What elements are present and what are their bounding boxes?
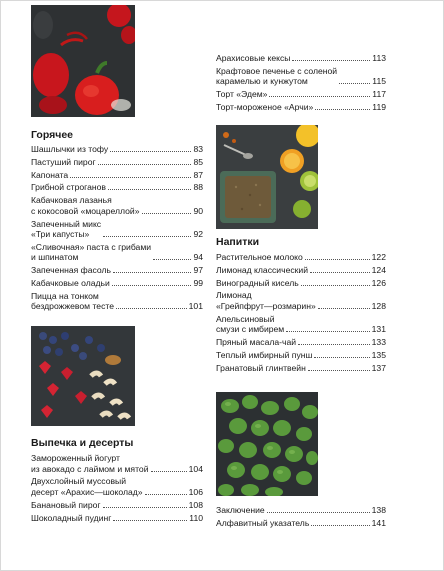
toc-entry[interactable] bbox=[216, 252, 386, 263]
dot-leader bbox=[151, 471, 187, 472]
section-title-drinks: Напитки bbox=[216, 236, 260, 248]
dot-leader bbox=[308, 370, 370, 371]
toc-entry[interactable] bbox=[31, 291, 203, 312]
berries-and-nuts-photo bbox=[31, 326, 135, 426]
dot-leader bbox=[311, 525, 369, 526]
dot-leader bbox=[103, 507, 187, 508]
toc-entry[interactable] bbox=[31, 453, 203, 474]
toc-entry-title: Пряный масала-чай bbox=[216, 337, 297, 348]
toc-entry-title: Запеченный микс «Три капусты» bbox=[31, 218, 102, 240]
toc-entry[interactable] bbox=[31, 170, 203, 181]
toc-desserts-continued bbox=[216, 53, 386, 115]
toc-entry[interactable] bbox=[216, 102, 386, 113]
toc-entry-page: 126 bbox=[371, 277, 386, 288]
toc-entry[interactable] bbox=[31, 195, 203, 216]
toc-entry-page: 108 bbox=[188, 499, 203, 510]
toc-entry-page: 85 bbox=[193, 156, 203, 167]
toc-entry-page: 101 bbox=[188, 301, 203, 312]
dot-leader bbox=[112, 285, 192, 286]
toc-baking bbox=[31, 453, 203, 525]
toc-entry[interactable] bbox=[31, 476, 203, 497]
toc-entry-title: Заключение bbox=[216, 505, 265, 515]
dot-leader bbox=[113, 272, 191, 273]
toc-entry-title: Гранатовый глинтвейн bbox=[216, 362, 306, 373]
dot-leader bbox=[310, 272, 370, 273]
toc-entry-title: Кабачковые оладьи bbox=[31, 278, 110, 289]
toc-entry[interactable] bbox=[216, 290, 386, 311]
toc-entry-title: Замороженный йогурт из авокадо с лаймом и мятой bbox=[31, 453, 149, 474]
dot-leader bbox=[305, 259, 370, 260]
dot-leader bbox=[267, 512, 370, 513]
dot-leader bbox=[103, 236, 191, 237]
toc-entry-title: Крафтовое печенье с соленой карамелью и кунжутом bbox=[216, 65, 338, 87]
toc-entry-page: 94 bbox=[193, 252, 203, 263]
toc-entry-title: Лимонад классический bbox=[216, 264, 309, 275]
toc-entry-page: 113 bbox=[372, 53, 386, 63]
toc-entry-title: Арахисовые кексы bbox=[216, 53, 291, 63]
toc-entry-page: 133 bbox=[371, 337, 386, 348]
toc-entry[interactable] bbox=[31, 219, 203, 240]
toc-entry-title: Лимонад «Грейпфрут—розмарин» bbox=[216, 290, 316, 311]
toc-entry-page: 117 bbox=[372, 89, 386, 100]
toc-entry-title: Двухслойный муссовый десерт «Арахис—шоколад» bbox=[31, 476, 143, 497]
toc-entry[interactable] bbox=[216, 265, 386, 276]
toc-entry-page: 131 bbox=[371, 324, 386, 335]
toc-entry-page: 104 bbox=[188, 463, 203, 474]
dot-leader bbox=[145, 494, 187, 495]
toc-drinks bbox=[216, 252, 386, 375]
dot-leader bbox=[315, 109, 370, 110]
toc-entry-title: Шашлычки из тофу bbox=[31, 144, 109, 154]
toc-entry-title: Торт-мороженое «Арчи» bbox=[216, 101, 314, 112]
toc-entry-page: 110 bbox=[189, 512, 203, 523]
toc-entry[interactable] bbox=[31, 144, 203, 155]
toc-entry[interactable] bbox=[31, 500, 203, 511]
toc-entry-page: 119 bbox=[372, 101, 386, 112]
toc-entry[interactable] bbox=[216, 337, 386, 348]
dot-leader bbox=[314, 357, 369, 358]
toc-entry-page: 88 bbox=[193, 182, 203, 193]
toc-entry-title: Банановый пирог bbox=[31, 499, 101, 510]
dot-leader bbox=[339, 83, 370, 84]
toc-entry[interactable] bbox=[216, 278, 386, 289]
toc-entry[interactable] bbox=[31, 278, 203, 289]
toc-entry-page: 128 bbox=[371, 300, 386, 311]
toc-entry-page: 90 bbox=[193, 205, 203, 216]
dot-leader bbox=[113, 520, 187, 521]
dot-leader bbox=[110, 151, 191, 152]
toc-entry-page: 97 bbox=[193, 265, 203, 276]
toc-entry-title: «Сливочная» паста с грибами и шпинатом bbox=[31, 241, 152, 263]
toc-entry[interactable] bbox=[216, 363, 386, 374]
toc-entry[interactable] bbox=[31, 513, 203, 524]
section-title-baking: Выпечка и десерты bbox=[31, 437, 134, 449]
toc-entry-page: 141 bbox=[371, 517, 386, 528]
section-title-hot: Горячее bbox=[31, 129, 74, 141]
toc-entry-page: 106 bbox=[188, 486, 203, 497]
dot-leader bbox=[108, 189, 191, 190]
toc-entry-page: 124 bbox=[371, 264, 386, 275]
toc-entry[interactable] bbox=[31, 157, 203, 168]
dot-leader bbox=[318, 308, 370, 309]
dot-leader bbox=[142, 213, 192, 214]
toc-entry-page: 92 bbox=[193, 229, 203, 240]
toc-entry-title: Пицца на тонком бездрожжевом тесте bbox=[31, 290, 114, 312]
dot-leader bbox=[153, 259, 191, 260]
toc-entry-title: Теплый имбирный пунш bbox=[216, 349, 313, 360]
toc-entry-title: Виноградный кисель bbox=[216, 277, 299, 288]
toc-entry-page: 87 bbox=[193, 169, 203, 180]
toc-entry[interactable] bbox=[216, 53, 386, 64]
dot-leader bbox=[298, 344, 370, 345]
toc-hot bbox=[31, 144, 203, 314]
toc-entry[interactable] bbox=[216, 314, 386, 335]
tea-and-citrus-photo bbox=[216, 125, 318, 229]
toc-entry[interactable] bbox=[216, 518, 386, 529]
toc-entry-title: Пастуший пирог bbox=[31, 156, 96, 167]
dot-leader bbox=[70, 177, 191, 178]
toc-entry[interactable] bbox=[31, 242, 203, 263]
toc-entry-page: 135 bbox=[371, 349, 386, 360]
toc-entry-title: Торт «Эдем» bbox=[216, 89, 268, 100]
toc-entry-page: 138 bbox=[371, 505, 386, 515]
toc-entry-title: Запеченная фасоль bbox=[31, 265, 112, 276]
dot-leader bbox=[269, 96, 370, 97]
toc-entry[interactable] bbox=[216, 350, 386, 361]
red-peppers-photo bbox=[31, 5, 135, 117]
dot-leader bbox=[286, 331, 369, 332]
dot-leader bbox=[301, 285, 370, 286]
toc-entry-title: Шоколадный пудинг bbox=[31, 512, 112, 523]
toc-final bbox=[216, 505, 386, 531]
dot-leader bbox=[292, 60, 370, 61]
toc-entry-page: 83 bbox=[193, 144, 203, 154]
toc-entry[interactable] bbox=[31, 182, 203, 193]
toc-entry-page: 115 bbox=[372, 76, 386, 87]
toc-entry[interactable] bbox=[216, 505, 386, 516]
toc-entry[interactable] bbox=[216, 66, 386, 87]
toc-entry-title: Грибной строганов bbox=[31, 182, 106, 193]
toc-entry-title: Кабачковая лазанья с кокосовой «моцареллой» bbox=[31, 195, 140, 216]
dot-leader bbox=[98, 164, 192, 165]
toc-entry-title: Алфавитный указатель bbox=[216, 517, 310, 528]
toc-entry-page: 99 bbox=[193, 278, 203, 289]
toc-entry[interactable] bbox=[31, 265, 203, 276]
toc-entry-title: Апельсиновый смузи с имбирем bbox=[216, 313, 285, 335]
toc-entry-page: 137 bbox=[371, 362, 386, 373]
dot-leader bbox=[116, 308, 187, 309]
toc-entry[interactable] bbox=[216, 89, 386, 100]
toc-entry-page: 122 bbox=[371, 252, 386, 262]
toc-entry-title: Капоната bbox=[31, 169, 69, 180]
toc-entry-title: Растительное молоко bbox=[216, 252, 303, 262]
feijoa-photo bbox=[216, 392, 318, 496]
